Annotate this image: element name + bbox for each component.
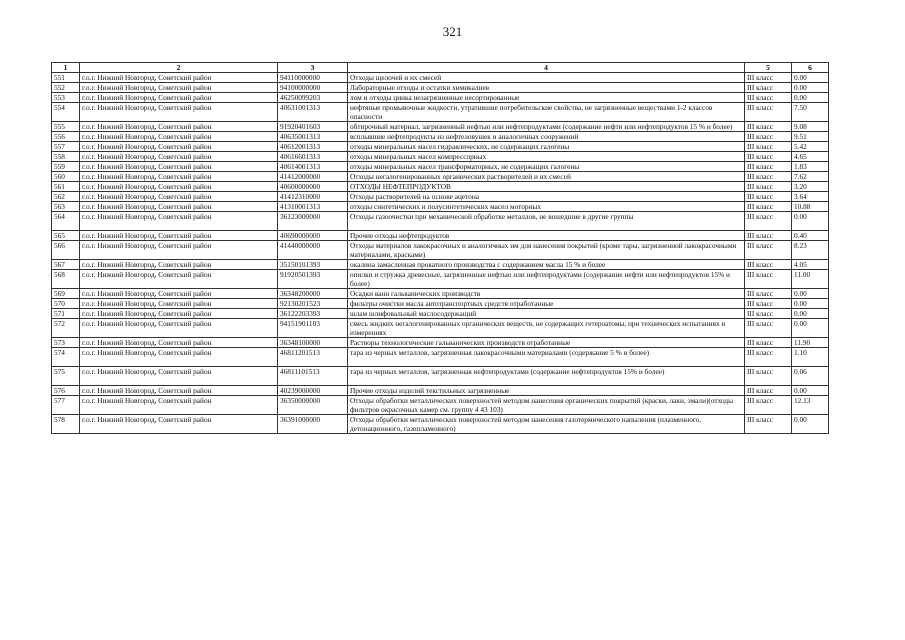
- location-cell: г.о.г. Нижний Новгород, Советский район: [80, 231, 278, 241]
- table-row: [52, 162, 829, 172]
- table-row: [52, 260, 829, 270]
- location-cell: г.о.г. Нижний Новгород, Советский район: [80, 142, 278, 152]
- location-cell: г.о.г. Нижний Новгород, Советский район: [80, 348, 278, 367]
- location-cell: г.о.г. Нижний Новгород, Советский район: [80, 182, 278, 192]
- table-row: [52, 367, 829, 386]
- amount-cell: 0.00: [792, 415, 829, 434]
- waste-code-cell: 40612001313: [278, 142, 348, 152]
- waste-code-cell: 36122203393: [278, 309, 348, 319]
- waste-name-cell: шлам шлифовальный маслосодержащий: [348, 309, 745, 319]
- amount-cell: 0.00: [792, 212, 829, 231]
- row-number-cell: 571: [52, 309, 80, 319]
- row-number-cell: 564: [52, 212, 80, 231]
- hazard-class-cell: III класс: [745, 202, 792, 212]
- row-number-cell: 577: [52, 396, 80, 415]
- waste-code-cell: 40690000000: [278, 231, 348, 241]
- table-row: [52, 231, 829, 241]
- waste-code-cell: 40635001313: [278, 132, 348, 142]
- table-row: [52, 319, 829, 338]
- amount-cell: 0.00: [792, 309, 829, 319]
- table-row: [52, 73, 829, 83]
- location-cell: г.о.г. Нижний Новгород, Советский район: [80, 415, 278, 434]
- waste-code-cell: 36348200000: [278, 289, 348, 299]
- table-row: [52, 192, 829, 202]
- hazard-class-cell: III класс: [745, 299, 792, 309]
- hazard-class-cell: III класс: [745, 73, 792, 83]
- row-number-cell: 563: [52, 202, 80, 212]
- header-col-1: 1: [52, 63, 80, 73]
- waste-name-cell: Осадки ванн гальванических производств: [348, 289, 745, 299]
- amount-cell: 0.06: [792, 367, 829, 386]
- waste-code-cell: 46811101513: [278, 367, 348, 386]
- hazard-class-cell: III класс: [745, 309, 792, 319]
- row-number-cell: 554: [52, 103, 80, 122]
- row-number-cell: 573: [52, 338, 80, 348]
- location-cell: г.о.г. Нижний Новгород, Советский район: [80, 319, 278, 338]
- hazard-class-cell: III класс: [745, 319, 792, 338]
- location-cell: г.о.г. Нижний Новгород, Советский район: [80, 338, 278, 348]
- hazard-class-cell: III класс: [745, 415, 792, 434]
- location-cell: г.о.г. Нижний Новгород, Советский район: [80, 309, 278, 319]
- amount-cell: 5.42: [792, 142, 829, 152]
- amount-cell: 0.00: [792, 386, 829, 396]
- header-col-3: 3: [278, 63, 348, 73]
- hazard-class-cell: III класс: [745, 122, 792, 132]
- waste-name-cell: отходы минеральных масел гидравлических, не содержащих галогены: [348, 142, 745, 152]
- waste-name-cell: Отходы щелочей и их смесей: [348, 73, 745, 83]
- table-row: [52, 396, 829, 415]
- hazard-class-cell: III класс: [745, 260, 792, 270]
- table-row: [52, 212, 829, 231]
- waste-name-cell: отходы синтетических и полусинтетических масел моторных: [348, 202, 745, 212]
- waste-name-cell: всплывшие нефтепродукты из нефтеловушек и аналогичных сооружений: [348, 132, 745, 142]
- header-col-4: 4: [348, 63, 745, 73]
- waste-code-cell: 40239000000: [278, 386, 348, 396]
- location-cell: г.о.г. Нижний Новгород, Советский район: [80, 162, 278, 172]
- waste-name-cell: нефтяные промывочные жидкости, утратившие потребительские свойства, не загрязненные веществами 1-2 классов опасности: [348, 103, 745, 122]
- waste-name-cell: смесь жидких негалогенированных органических веществ, не содержащих гетероатомы, при технических испытаниях и измерениях: [348, 319, 745, 338]
- waste-name-cell: Отходы обработки металлических поверхностей методом нанесения газотермического напыления (плазменного, детонационного, газопламенного): [348, 415, 745, 434]
- header-col-2: 2: [80, 63, 278, 73]
- row-number-cell: 572: [52, 319, 80, 338]
- waste-code-cell: 41440000000: [278, 241, 348, 260]
- waste-code-cell: 91920501393: [278, 270, 348, 289]
- table-row: [52, 93, 829, 103]
- waste-name-cell: лом и отходы цинка незагрязненные несортированные: [348, 93, 745, 103]
- table-row: [52, 103, 829, 122]
- row-number-cell: 565: [52, 231, 80, 241]
- header-col-6: 6: [792, 63, 829, 73]
- waste-code-cell: 40631001313: [278, 103, 348, 122]
- amount-cell: 9.08: [792, 122, 829, 132]
- hazard-class-cell: III класс: [745, 83, 792, 93]
- waste-name-cell: Отходы растворителей на основе ацетона: [348, 192, 745, 202]
- location-cell: г.о.г. Нижний Новгород, Советский район: [80, 202, 278, 212]
- waste-name-cell: Прочие отходы изделий текстильных загрязненные: [348, 386, 745, 396]
- waste-name-cell: Прочие отходы нефтепродуктов: [348, 231, 745, 241]
- location-cell: г.о.г. Нижний Новгород, Советский район: [80, 367, 278, 386]
- waste-code-cell: 36391000000: [278, 415, 348, 434]
- amount-cell: 3.20: [792, 182, 829, 192]
- row-number-cell: 567: [52, 260, 80, 270]
- location-cell: г.о.г. Нижний Новгород, Советский район: [80, 73, 278, 83]
- amount-cell: 1.10: [792, 348, 829, 367]
- waste-code-cell: 36348100000: [278, 338, 348, 348]
- table-row: [52, 122, 829, 132]
- table-row: [52, 386, 829, 396]
- waste-name-cell: Лабораторные отходы и остатки химикалиев: [348, 83, 745, 93]
- row-number-cell: 576: [52, 386, 80, 396]
- amount-cell: 12.13: [792, 396, 829, 415]
- location-cell: г.о.г. Нижний Новгород, Советский район: [80, 172, 278, 182]
- hazard-class-cell: III класс: [745, 172, 792, 182]
- waste-code-cell: 40616601313: [278, 152, 348, 162]
- row-number-cell: 557: [52, 142, 80, 152]
- table-row: [52, 338, 829, 348]
- hazard-class-cell: III класс: [745, 241, 792, 260]
- row-number-cell: 575: [52, 367, 80, 386]
- amount-cell: 0.00: [792, 289, 829, 299]
- row-number-cell: 569: [52, 289, 80, 299]
- hazard-class-cell: III класс: [745, 348, 792, 367]
- location-cell: г.о.г. Нижний Новгород, Советский район: [80, 212, 278, 231]
- table-row: [52, 142, 829, 152]
- hazard-class-cell: III класс: [745, 132, 792, 142]
- waste-name-cell: тара из черных металлов, загрязненная лакокрасочными материалами (содержание 5 % и более): [348, 348, 745, 367]
- page-number: 321: [442, 24, 463, 39]
- row-number-cell: 566: [52, 241, 80, 260]
- table-row: [52, 348, 829, 367]
- table-row: [52, 270, 829, 289]
- location-cell: г.о.г. Нижний Новгород, Советский район: [80, 93, 278, 103]
- hazard-class-cell: III класс: [745, 152, 792, 162]
- table-row: [52, 152, 829, 162]
- location-cell: г.о.г. Нижний Новгород, Советский район: [80, 192, 278, 202]
- waste-code-cell: 36123000000: [278, 212, 348, 231]
- amount-cell: 0.00: [792, 319, 829, 338]
- waste-code-cell: 46811201513: [278, 348, 348, 367]
- hazard-class-cell: III класс: [745, 142, 792, 152]
- hazard-class-cell: III класс: [745, 270, 792, 289]
- table-row: [52, 182, 829, 192]
- hazard-class-cell: III класс: [745, 212, 792, 231]
- waste-code-cell: 41412000000: [278, 172, 348, 182]
- amount-cell: 0.00: [792, 73, 829, 83]
- waste-name-cell: Растворы технологические гальванических производств отработанные: [348, 338, 745, 348]
- row-number-cell: 556: [52, 132, 80, 142]
- amount-cell: 10.88: [792, 202, 829, 212]
- table-row: [52, 132, 829, 142]
- row-number-cell: 574: [52, 348, 80, 367]
- table-row: [52, 202, 829, 212]
- waste-name-cell: Отходы газоочистки при механической обработке металлов, не вошедшие в другие группы: [348, 212, 745, 231]
- location-cell: г.о.г. Нижний Новгород, Советский район: [80, 132, 278, 142]
- row-number-cell: 551: [52, 73, 80, 83]
- waste-name-cell: окалина замасленная прокатного производства с содержанием масла 15 % и более: [348, 260, 745, 270]
- waste-name-cell: обтирочный материал, загрязненный нефтью или нефтепродуктами (содержание нефти или нефтепродуктов 15 % и более): [348, 122, 745, 132]
- amount-cell: 7.50: [792, 103, 829, 122]
- waste-code-cell: 94110000000: [278, 73, 348, 83]
- location-cell: г.о.г. Нижний Новгород, Советский район: [80, 260, 278, 270]
- waste-code-cell: 94100000000: [278, 83, 348, 93]
- amount-cell: 3.64: [792, 192, 829, 202]
- waste-name-cell: фильтры очистки масла автотранспортных средств отработанные: [348, 299, 745, 309]
- hazard-class-cell: III класс: [745, 386, 792, 396]
- location-cell: г.о.г. Нижний Новгород, Советский район: [80, 386, 278, 396]
- row-number-cell: 553: [52, 93, 80, 103]
- waste-name-cell: Отходы негалогенированных органических растворителей и их смесей: [348, 172, 745, 182]
- waste-code-cell: 92130201523: [278, 299, 348, 309]
- table-row: [52, 415, 829, 434]
- amount-cell: 8.23: [792, 241, 829, 260]
- waste-code-cell: 91920401603: [278, 122, 348, 132]
- table-row: [52, 172, 829, 182]
- waste-name-cell: тара из черных металлов, загрязненная нефтепродуктами (содержание нефтепродуктов 15% и более): [348, 367, 745, 386]
- hazard-class-cell: III класс: [745, 162, 792, 172]
- location-cell: г.о.г. Нижний Новгород, Советский район: [80, 299, 278, 309]
- waste-name-cell: Отходы материалов лакокрасочных и аналогичных им для нанесения покрытий (кроме тары, загрязненной лакокрасочными материалами, красками): [348, 241, 745, 260]
- table-row: [52, 309, 829, 319]
- row-number-cell: 560: [52, 172, 80, 182]
- amount-cell: 0.40: [792, 231, 829, 241]
- table-row: [52, 299, 829, 309]
- amount-cell: 11.90: [792, 338, 829, 348]
- waste-name-cell: отходы минеральных масел трансформаторных, не содержащих галогены: [348, 162, 745, 172]
- amount-cell: 7.62: [792, 172, 829, 182]
- hazard-class-cell: III класс: [745, 103, 792, 122]
- hazard-class-cell: III класс: [745, 182, 792, 192]
- row-number-cell: 578: [52, 415, 80, 434]
- hazard-class-cell: III класс: [745, 367, 792, 386]
- waste-name-cell: опилки и стружка древесные, загрязненные нефтью или нефтепродуктами (содержание нефти или нефтепродуктов 15% и более): [348, 270, 745, 289]
- waste-code-cell: 94151901103: [278, 319, 348, 338]
- waste-code-cell: 40600000000: [278, 182, 348, 192]
- amount-cell: 9.51: [792, 132, 829, 142]
- waste-code-cell: 46250099203: [278, 93, 348, 103]
- location-cell: г.о.г. Нижний Новгород, Советский район: [80, 152, 278, 162]
- hazard-class-cell: III класс: [745, 338, 792, 348]
- location-cell: г.о.г. Нижний Новгород, Советский район: [80, 270, 278, 289]
- waste-name-cell: отходы минеральных масел компрессорных: [348, 152, 745, 162]
- amount-cell: 0.00: [792, 299, 829, 309]
- row-number-cell: 558: [52, 152, 80, 162]
- row-number-cell: 552: [52, 83, 80, 93]
- amount-cell: 4.05: [792, 260, 829, 270]
- row-number-cell: 561: [52, 182, 80, 192]
- amount-cell: 11.00: [792, 270, 829, 289]
- waste-name-cell: Отходы обработки металлических поверхностей методом нанесения органических покрытий (краски, лаки, эмали)(отходы фильтров окрасочных камер см. группу 4 43 103): [348, 396, 745, 415]
- table-row: [52, 83, 829, 93]
- amount-cell: 4.65: [792, 152, 829, 162]
- row-number-cell: 568: [52, 270, 80, 289]
- location-cell: г.о.г. Нижний Новгород, Советский район: [80, 83, 278, 93]
- row-number-cell: 559: [52, 162, 80, 172]
- location-cell: г.о.г. Нижний Новгород, Советский район: [80, 289, 278, 299]
- waste-name-cell: ОТХОДЫ НЕФТЕПРОДУКТОВ: [348, 182, 745, 192]
- row-number-cell: 570: [52, 299, 80, 309]
- table-body: [52, 73, 829, 434]
- location-cell: г.о.г. Нижний Новгород, Советский район: [80, 103, 278, 122]
- hazard-class-cell: III класс: [745, 93, 792, 103]
- location-cell: г.о.г. Нижний Новгород, Советский район: [80, 241, 278, 260]
- waste-code-cell: 36350000000: [278, 396, 348, 415]
- table-header-row: [52, 63, 829, 73]
- header-col-5: 5: [745, 63, 792, 73]
- row-number-cell: 562: [52, 192, 80, 202]
- waste-code-cell: 41310001313: [278, 202, 348, 212]
- hazard-class-cell: III класс: [745, 396, 792, 415]
- waste-code-cell: 35150101393: [278, 260, 348, 270]
- hazard-class-cell: III класс: [745, 192, 792, 202]
- amount-cell: 0.00: [792, 93, 829, 103]
- hazard-class-cell: III класс: [745, 231, 792, 241]
- waste-code-cell: 41412310000: [278, 192, 348, 202]
- table-row: [52, 241, 829, 260]
- hazard-class-cell: III класс: [745, 289, 792, 299]
- location-cell: г.о.г. Нижний Новгород, Советский район: [80, 122, 278, 132]
- amount-cell: 0.00: [792, 83, 829, 93]
- location-cell: г.о.г. Нижний Новгород, Советский район: [80, 396, 278, 415]
- waste-table: [51, 62, 829, 434]
- table-row: [52, 289, 829, 299]
- row-number-cell: 555: [52, 122, 80, 132]
- amount-cell: 1.83: [792, 162, 829, 172]
- waste-code-cell: 40614001313: [278, 162, 348, 172]
